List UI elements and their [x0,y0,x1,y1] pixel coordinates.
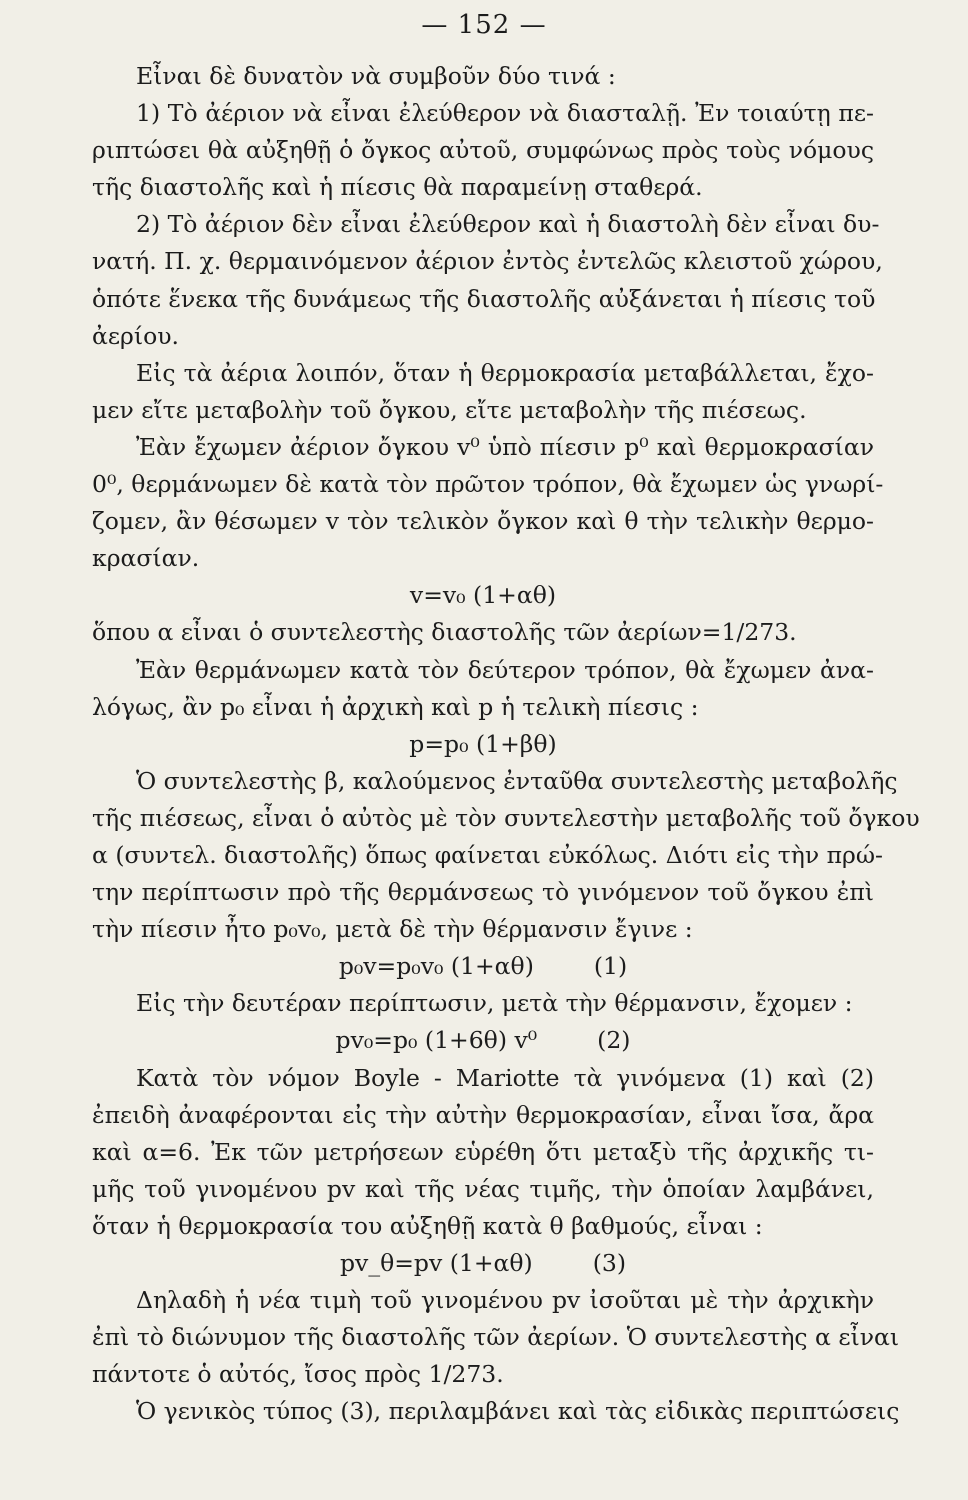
text-line: ἐπὶ τὸ διώνυμον τῆς διαστολῆς τῶν ἀερίων. Ὁ συντελεστὴς α εἶναι [92,1323,900,1352]
text-line: τὴν πίεσιν ἦτο p₀v₀, μετὰ δὲ τὴν θέρμανσιν ἔγινε : [92,915,693,944]
text-line: 0⁰, θερμάνωμεν δὲ κατὰ τὸν πρῶτον τρόπον, θὰ ἔχωμεν ὡς γνωρί- [92,470,884,499]
equation-1-number: (1) [593,952,628,981]
text-line: 1) Τὸ ἀέριον νὰ εἶναι ἐλεύθερον νὰ διασταλῇ. Ἐν τοιαύτῃ πε- [136,99,874,128]
text-line: τῆς πιέσεως, εἶναι ὁ αὐτὸς μὲ τὸν συντελεστὴν μεταβολῆς τοῦ ὄγκου [92,803,920,832]
text-line: Δηλαδὴ ἡ νέα τιμὴ τοῦ γινομένου pv ἰσοῦται μὲ τὴν ἀρχικὴν [136,1286,874,1315]
text-line: Ἐὰν θερμάνωμεν κατὰ τὸν δεύτερον τρόπον, θὰ ἔχωμεν ἀνα- [136,655,874,684]
text-line: Εἶναι δὲ δυνατὸν νὰ συμβοῦν δύο τινά : [136,62,616,90]
text-line: Εἰς τὴν δευτέραν περίπτωσιν, μετὰ τὴν θέρμανσιν, ἔχομεν : [136,989,853,1018]
equation-2-formula: pv₀=p₀ (1+6θ) v⁰ [335,1026,538,1055]
text-line: Ὁ γενικὸς τύπος (3), περιλαμβάνει καὶ τὰς εἰδικὰς περιπτώσεις [136,1397,900,1426]
equation-2 [92,1022,874,1059]
text-line: Ὁ συντελεστὴς β, καλούμενος ἐνταῦθα συντελεστὴς μεταβολῆς [136,766,898,795]
text-line: 2) Τὸ ἀέριον δὲν εἶναι ἐλεύθερον καὶ ἡ διαστολὴ δὲν εἶναι δυ- [136,210,880,239]
text-line: ὁπότε ἕνεκα τῆς δυνάμεως τῆς διαστολῆς αὐξάνεται ἡ πίεσις τοῦ [92,284,876,313]
equation-pressure: p=p₀ (1+βθ) [409,729,557,758]
equation-2-number: (2) [597,1026,631,1055]
text-line: μῆς τοῦ γινομένου pv καὶ τῆς νέας τιμῆς, τὴν ὁποίαν λαμβάνει, [92,1174,874,1203]
text-line: ἀερίου. [92,321,179,350]
text-line: Εἰς τὰ ἀέρια λοιπόν, ὅταν ἡ θερμοκρασία μεταβάλλεται, ἔχο- [136,358,874,387]
text-line: ριπτώσει θὰ αὐξηθῇ ὁ ὄγκος αὐτοῦ, συμφώνως πρὸς τοὺς νόμους [92,136,874,165]
text-line: μεν εἴτε μεταβολὴν τοῦ ὄγκου, εἴτε μεταβολὴν τῆς πιέσεως. [92,395,807,424]
text-line: ἐπειδὴ ἀναφέρονται εἰς τὴν αὐτὴν θερμοκρασίαν, εἶναι ἴσα, ἄρα [92,1100,874,1129]
text-line: την περίπτωσιν πρὸ τῆς θερμάνσεως τὸ γινόμενον τοῦ ὄγκου ἐπὶ [92,878,874,907]
text-line: ζομεν, ἂν θέσωμεν v τὸν τελικὸν ὄγκον καὶ θ τὴν τελικὴν θερμο- [92,507,874,536]
equation-3-formula: pv_θ=pv (1+αθ) [340,1249,533,1277]
text-line: πάντοτε ὁ αὐτός, ἴσος πρὸς 1/273. [92,1360,504,1389]
page-number: — 152 — [421,10,547,40]
equation-3 [92,1245,874,1282]
text-line: Ἐὰν ἔχωμεν ἀέριον ὄγκου v⁰ ὑπὸ πίεσιν p⁰ καὶ θερμοκρασίαν [136,432,874,461]
text-line: ὅπου α εἶναι ὁ συντελεστὴς διαστολῆς τῶν ἀερίων=1/273. [92,618,797,647]
text-line: καὶ α=6. Ἐκ τῶν μετρήσεων εὑρέθη ὅτι μεταξὺ τῆς ἀρχικῆς τι- [92,1137,874,1166]
text-line: Κατὰ τὸν νόμον Boyle - Mariotte τὰ γινόμενα (1) καὶ (2) [136,1063,874,1092]
equation-1-formula: p₀v=p₀v₀ (1+αθ) [338,952,534,981]
equation-volume: v=v₀ (1+αθ) [409,581,557,610]
body-text [92,58,920,1430]
text-line: ὅταν ἡ θερμοκρασία του αὐξηθῇ κατὰ θ βαθμούς, εἶναι : [92,1211,763,1240]
text-line: τῆς διαστολῆς καὶ ἡ πίεσις θὰ παραμείνῃ σταθερά. [92,173,703,202]
text-line: νατή. Π. χ. θερμαινόμενον ἀέριον ἐντὸς ἐντελῶς κλειστοῦ χώρου, [92,247,883,276]
text-line: α (συντελ. διαστολῆς) ὅπως φαίνεται εὐκόλως. Διότι εἰς τὴν πρώ- [92,840,883,869]
text-line: κρασίαν. [92,544,200,573]
equation-3-number: (3) [592,1249,626,1277]
text-line: λόγως, ἂν p₀ εἶναι ἡ ἀρχικὴ καὶ p ἡ τελικὴ πίεσις : [92,692,699,721]
equation-1 [92,948,874,985]
